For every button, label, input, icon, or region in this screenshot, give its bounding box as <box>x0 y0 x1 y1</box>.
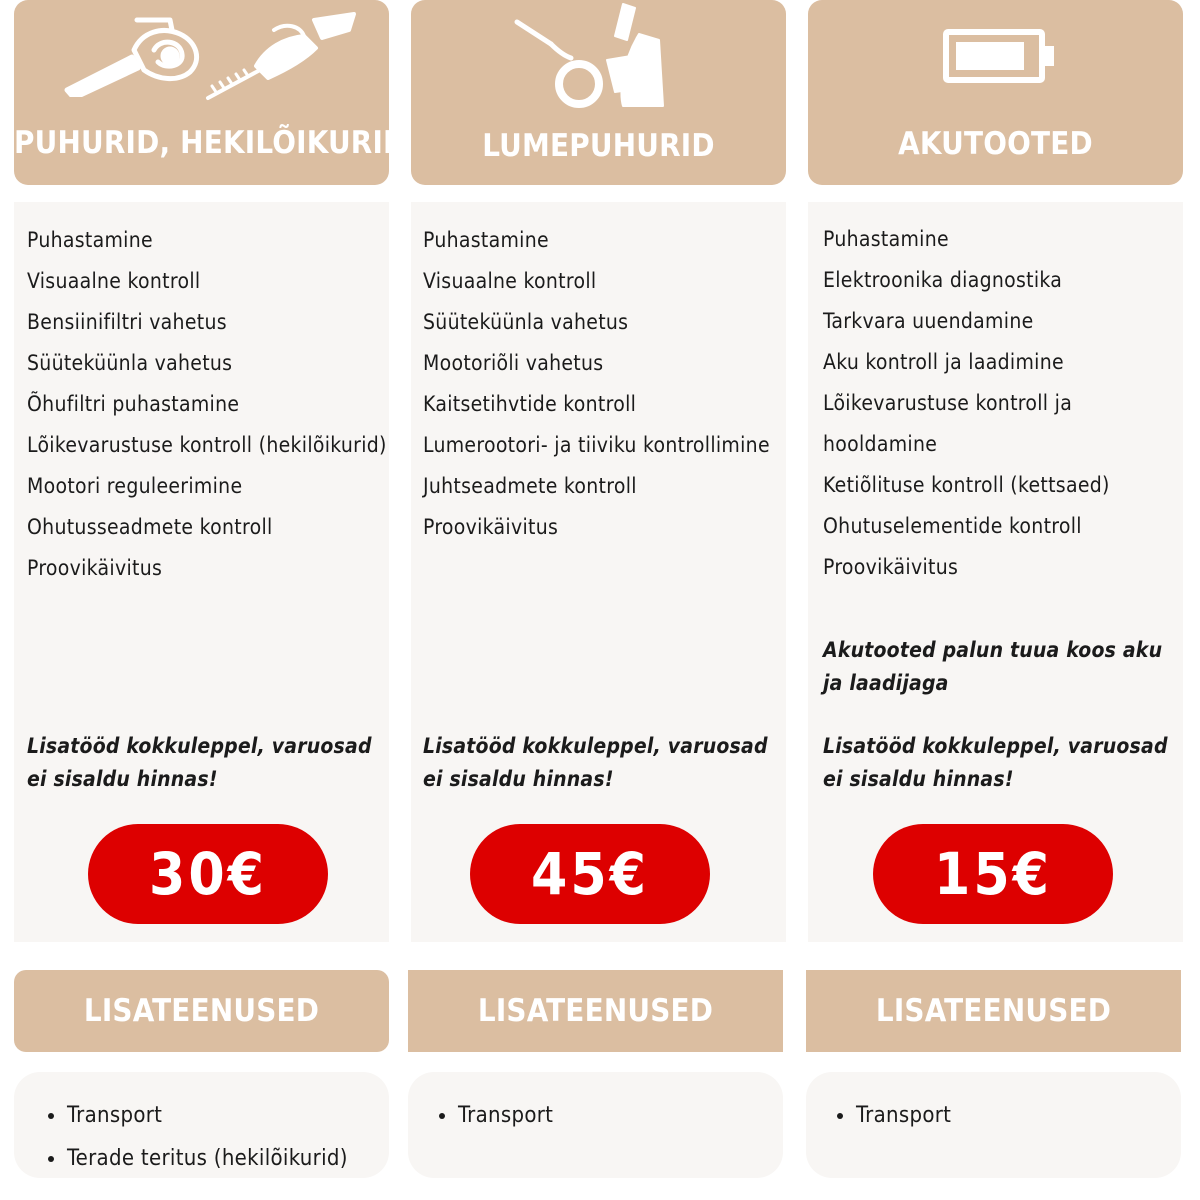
pricing-note: Lisatööd kokkuleppel, varuosad ei sisaldu hinnas! <box>823 734 1168 791</box>
service-item: Aku kontroll ja laadimine <box>823 350 1064 374</box>
extras-header <box>14 970 389 1052</box>
service-item: Tarkvara uuendamine <box>823 309 1034 333</box>
extras-panel <box>806 1072 1181 1178</box>
battery-note: Akutooted palun tuua koos aku ja laadijaga <box>823 638 1163 695</box>
extras-title: LISATEENUSED <box>83 993 320 1029</box>
service-item: Ketiõlituse kontroll (kettsaed) <box>823 473 1110 497</box>
pricing-note: Lisatööd kokkuleppel, varuosad ei sisaldu hinnas! <box>27 734 372 791</box>
service-item: Proovikäivitus <box>423 515 559 539</box>
category-title: AKUTOOTED <box>898 126 1093 162</box>
snow-blower-icon <box>511 0 671 112</box>
services-list <box>423 220 770 548</box>
extras-title: LISATEENUSED <box>477 993 714 1029</box>
price-badge: 15€ <box>873 824 1113 924</box>
category-title: PUHURID, HEKILÕIKURID <box>14 125 407 161</box>
service-item: Juhtseadmete kontroll <box>423 474 637 498</box>
service-item: Proovikäivitus <box>27 556 163 580</box>
service-item: Õhufiltri puhastamine <box>27 392 240 416</box>
service-item: Kaitsetihvtide kontroll <box>423 392 637 416</box>
category-header-battery <box>808 0 1183 185</box>
category-header-blowers <box>14 0 407 185</box>
extras-header <box>408 970 783 1052</box>
extras-header <box>806 970 1181 1052</box>
category-title: LUMEPUHURID <box>482 128 715 164</box>
extras-list <box>856 1094 951 1137</box>
extras-list <box>458 1094 553 1137</box>
leaf-blower-icon <box>62 12 207 97</box>
services-panel <box>411 202 786 942</box>
service-item: Lõikevarustuse kontroll (hekilõikurid) <box>27 433 387 457</box>
service-item: Lõikevarustuse kontroll ja <box>823 391 1073 415</box>
service-item: Puhastamine <box>27 228 153 252</box>
service-item: Süüteküünla vahetus <box>423 310 629 334</box>
service-item: Visuaalne kontroll <box>423 269 597 293</box>
service-item: Ohutuselementide kontroll <box>823 514 1082 538</box>
service-item: Bensiinifiltri vahetus <box>27 310 227 334</box>
hedge-trimmer-icon <box>204 8 364 103</box>
category-header-snowblowers <box>411 0 786 185</box>
battery-icon <box>943 28 1058 86</box>
service-item: Mootori reguleerimine <box>27 474 243 498</box>
pricing-note: Lisatööd kokkuleppel, varuosad ei sisaldu hinnas! <box>423 734 768 791</box>
service-item: hooldamine <box>823 432 938 456</box>
extras-title: LISATEENUSED <box>875 993 1112 1029</box>
service-item: Lumerootori- ja tiiviku kontrollimine <box>423 433 770 457</box>
service-item: Proovikäivitus <box>823 555 959 579</box>
services-panel <box>14 202 389 942</box>
extra-item: • Transport <box>856 1094 951 1137</box>
service-item: Puhastamine <box>423 228 549 252</box>
service-item: Mootoriõli vahetus <box>423 351 604 375</box>
extra-item: • Transport <box>67 1094 348 1137</box>
services-panel <box>808 202 1183 942</box>
extras-list <box>67 1094 348 1180</box>
services-list <box>27 220 387 589</box>
service-item: Süüteküünla vahetus <box>27 351 233 375</box>
extra-item: • Terade teritus (hekilõikurid) <box>67 1137 348 1180</box>
price-badge: 30€ <box>88 824 328 924</box>
extra-item: • Transport <box>458 1094 553 1137</box>
service-item: Elektroonika diagnostika <box>823 268 1063 292</box>
services-list <box>823 219 1110 588</box>
service-item: Ohutusseadmete kontroll <box>27 515 273 539</box>
extras-panel <box>408 1072 783 1178</box>
service-item: Puhastamine <box>823 227 949 251</box>
price-badge: 45€ <box>470 824 710 924</box>
extras-panel <box>14 1072 389 1178</box>
service-item: Visuaalne kontroll <box>27 269 201 293</box>
